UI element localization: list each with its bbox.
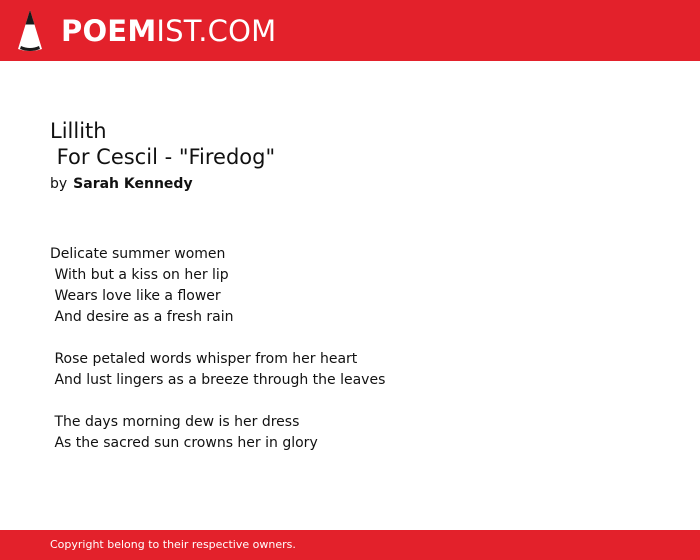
copyright-notice: Copyright belong to their respective owners.: [50, 538, 296, 551]
byline-prefix: by: [50, 176, 68, 192]
poem-title: [50, 118, 275, 170]
poem-line: Wears love like a flower: [50, 288, 221, 304]
poem-line: With but a kiss on her lip: [50, 267, 229, 283]
site-header: [0, 0, 700, 61]
pencil-tip-icon: [16, 9, 44, 53]
poem-line: And lust lingers as a breeze through the leaves: [50, 372, 386, 388]
poem-line: As the sacred sun crowns her in glory: [50, 435, 318, 451]
site-logo-link[interactable]: [16, 9, 276, 53]
poem-line: [50, 391, 385, 412]
poem-byline: [50, 174, 193, 194]
poem-title-line-2: For Cescil - "Firedog": [50, 145, 276, 169]
poem-body: [50, 244, 385, 454]
author-link[interactable]: Sarah Kennedy: [73, 176, 193, 192]
poem-line: Rose petaled words whisper from her heart: [50, 351, 358, 367]
poem-line: And desire as a fresh rain: [50, 309, 234, 325]
poem-title-line-1: Lillith: [50, 119, 107, 143]
poem-line: Delicate summer women: [50, 246, 226, 262]
logo-text-bold: POEM: [61, 14, 157, 48]
site-logo-text: [61, 9, 276, 53]
poem-line: [50, 328, 385, 349]
poem-line: The days morning dew is her dress: [50, 414, 300, 430]
site-footer: [0, 530, 700, 560]
logo-text-light: IST.COM: [156, 14, 277, 48]
